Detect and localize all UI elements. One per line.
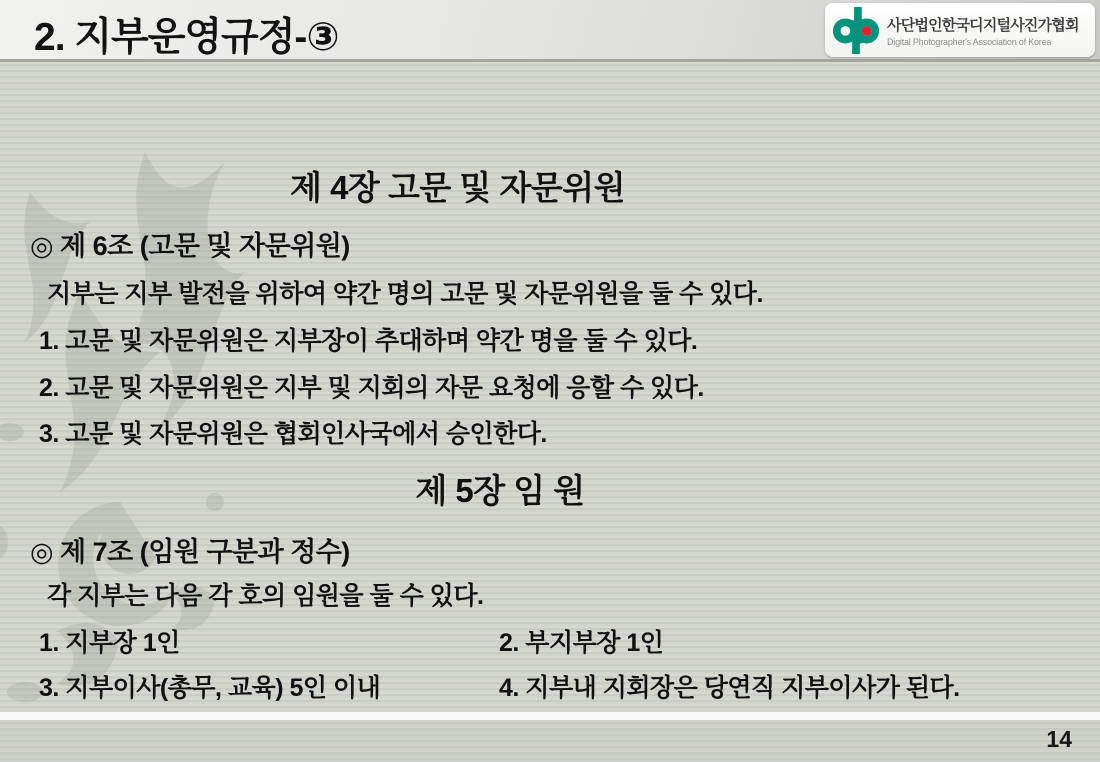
chapter5-heading: 제 5장 임 원: [415, 472, 585, 509]
article7-intro: 각 지부는 다음 각 호의 임원을 둘 수 있다.: [47, 582, 484, 610]
officer-item: 3. 지부이사(총무, 교육) 5인 이내: [39, 674, 381, 702]
footer-divider: [0, 712, 1100, 720]
page-title: 2. 지부운영규정-③: [34, 16, 339, 59]
association-logo: [825, 3, 1095, 57]
article6-intro: 지부는 지부 발전을 위하여 약간 명의 고문 및 자문위원을 둘 수 있다.: [47, 280, 763, 308]
officer-item: 1. 지부장 1인: [39, 629, 180, 657]
officer-item: 2. 부지부장 1인: [499, 629, 664, 657]
logo-text: [887, 14, 1079, 47]
logo-name-korean: 사단법인한국디지털사진가협회: [887, 16, 1079, 34]
page-number: 14: [1046, 726, 1072, 752]
article6-item: 2. 고문 및 자문위원은 지부 및 지회의 자문 요청에 응할 수 있다.: [39, 374, 704, 402]
article7-title: ◎ 제 7조 (임원 구분과 정수): [30, 537, 350, 567]
slide-body: [0, 62, 1100, 712]
article6-title: ◎ 제 6조 (고문 및 자문위원): [30, 231, 350, 261]
article6-item: 1. 고문 및 자문위원은 지부장이 추대하며 약간 명을 둘 수 있다.: [39, 327, 698, 355]
header-band: [0, 0, 1100, 62]
footer-band: [0, 720, 1100, 762]
dp-logo-icon: [831, 5, 881, 55]
article6-item: 3. 고문 및 자문위원은 협회인사국에서 승인한다.: [39, 420, 547, 448]
logo-name-english: Digital Photographer's Association of Korea: [887, 36, 1052, 47]
chapter4-heading: 제 4장 고문 및 자문위원: [290, 169, 625, 206]
officer-item: 4. 지부내 지회장은 당연직 지부이사가 된다.: [499, 674, 960, 702]
